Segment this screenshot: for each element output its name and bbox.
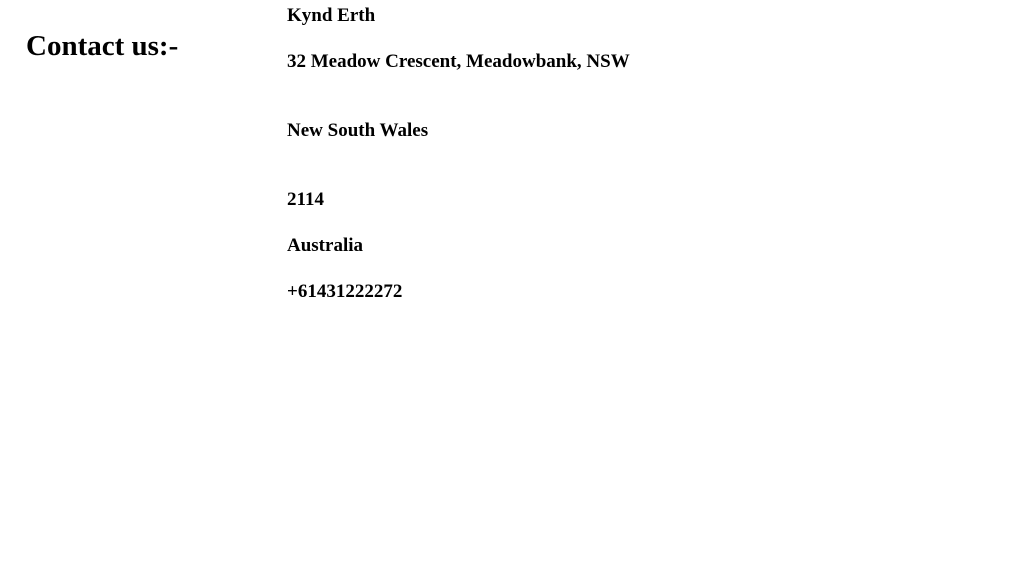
street-address: 32 Meadow Crescent, Meadowbank, NSW	[287, 51, 630, 72]
phone-number: +61431222272	[287, 281, 403, 302]
business-name: Kynd Erth	[287, 5, 376, 26]
contact-heading: Contact us:-	[26, 30, 179, 62]
postcode: 2114	[287, 189, 324, 210]
state-name: New South Wales	[287, 120, 429, 141]
country: Australia	[287, 235, 363, 256]
